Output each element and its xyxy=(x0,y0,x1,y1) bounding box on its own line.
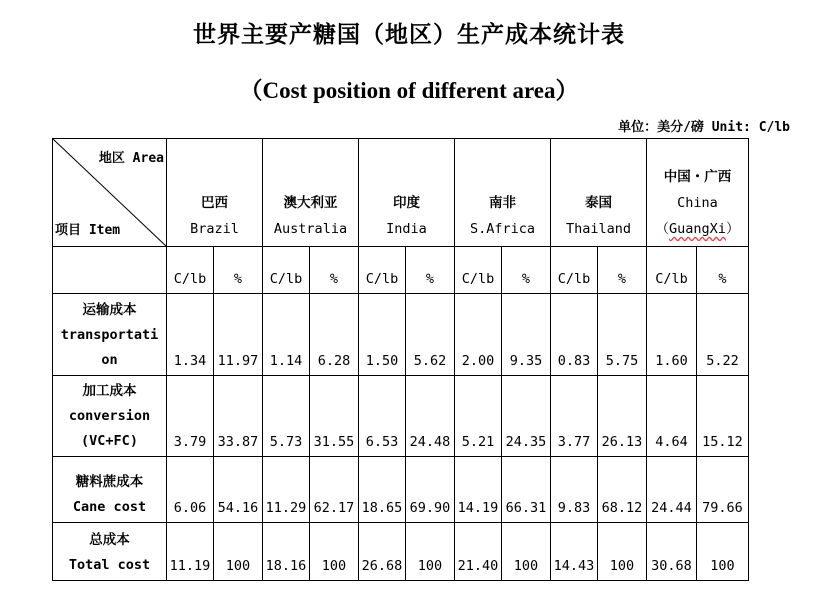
cost-table xyxy=(52,138,749,581)
area-header-south-africa xyxy=(455,139,551,247)
table-cell: 100 xyxy=(598,523,647,581)
paren-close: ） xyxy=(725,221,740,237)
area-en: Brazil xyxy=(190,221,239,237)
table-cell: 79.66 xyxy=(697,457,749,523)
row-label xyxy=(53,523,167,581)
table-cell: 30.68 xyxy=(647,523,697,581)
area-cn: 中国・广西 xyxy=(663,169,732,185)
area-header-brazil xyxy=(167,139,263,247)
table-cell: 33.87 xyxy=(214,376,263,457)
page-title-cn: 世界主要产糖国（地区）生产成本统计表 xyxy=(193,22,625,48)
unit-pct-cell: % xyxy=(502,247,551,294)
table-cell: 14.19 xyxy=(455,457,502,523)
area-en: S.Africa xyxy=(469,221,536,237)
table-cell: 4.64 xyxy=(647,376,697,457)
table-row-conversion xyxy=(53,376,749,457)
table-cell: 1.50 xyxy=(359,294,406,376)
table-cell: 1.34 xyxy=(167,294,214,376)
row-label-en: conversion xyxy=(68,408,151,424)
area-header-india xyxy=(359,139,455,247)
table-row-transport xyxy=(53,294,749,376)
table-cell: 3.79 xyxy=(167,376,214,457)
area-cn: 印度 xyxy=(393,195,420,211)
table-cell: 0.83 xyxy=(551,294,598,376)
unit-c-cell: C/lb xyxy=(359,247,406,294)
table-cell: 5.62 xyxy=(406,294,455,376)
area-header-thailand xyxy=(551,139,647,247)
area-en: India xyxy=(386,221,427,237)
page-title-en: （Cost position of different area） xyxy=(239,78,579,103)
row-label-cn: 糖料蔗成本 xyxy=(75,474,144,490)
unit-pct-cell: % xyxy=(598,247,647,294)
table-cell: 26.68 xyxy=(359,523,406,581)
table-cell: 14.43 xyxy=(551,523,598,581)
row-label xyxy=(53,457,167,523)
area-en: Australia xyxy=(273,221,348,237)
table-cell: 9.35 xyxy=(502,294,551,376)
area-cn: 巴西 xyxy=(201,195,228,211)
table-cell: 6.28 xyxy=(310,294,359,376)
table-row-total-cost xyxy=(53,523,749,581)
table-cell: 100 xyxy=(310,523,359,581)
table-cell: 11.97 xyxy=(214,294,263,376)
table-cell: 100 xyxy=(697,523,749,581)
table-cell: 68.12 xyxy=(598,457,647,523)
unit-c-cell: C/lb xyxy=(263,247,310,294)
corner-item-label: 项目 Item xyxy=(55,223,121,238)
row-label-en2: (VC+FC) xyxy=(81,433,138,449)
guangxi-text: GuangXi xyxy=(669,221,726,237)
table-cell: 1.14 xyxy=(263,294,310,376)
table-cell: 11.19 xyxy=(167,523,214,581)
table-cell: 9.83 xyxy=(551,457,598,523)
table-cell: 15.12 xyxy=(697,376,749,457)
table-cell: 3.77 xyxy=(551,376,598,457)
unit-c-cell: C/lb xyxy=(455,247,502,294)
table-cell: 18.65 xyxy=(359,457,406,523)
table-cell: 100 xyxy=(214,523,263,581)
table-cell: 62.17 xyxy=(310,457,359,523)
row-label-en: transportati xyxy=(60,327,159,343)
corner-cell xyxy=(53,139,167,247)
unit-pct-cell: % xyxy=(310,247,359,294)
table-cell: 6.06 xyxy=(167,457,214,523)
area-header-australia xyxy=(263,139,359,247)
row-label-en: Total cost xyxy=(68,557,151,573)
paren-open: （ xyxy=(655,221,670,237)
table-cell: 100 xyxy=(502,523,551,581)
table-cell: 54.16 xyxy=(214,457,263,523)
area-cn: 泰国 xyxy=(585,195,612,211)
row-label-cn: 加工成本 xyxy=(82,383,137,399)
unit-pct-cell: % xyxy=(406,247,455,294)
table-cell: 2.00 xyxy=(455,294,502,376)
area-en: China xyxy=(677,195,718,211)
row-label-cn: 总成本 xyxy=(89,532,130,548)
table-cell: 24.48 xyxy=(406,376,455,457)
area-en: Thailand xyxy=(565,221,632,237)
row-label-en2: on xyxy=(101,352,118,368)
table-cell: 26.13 xyxy=(598,376,647,457)
row-label-cn: 运输成本 xyxy=(82,302,137,318)
unit-pct-cell: % xyxy=(697,247,749,294)
table-cell: 24.44 xyxy=(647,457,697,523)
unit-row-blank xyxy=(53,247,167,294)
table-cell: 11.29 xyxy=(263,457,310,523)
table-row-cane-cost xyxy=(53,457,749,523)
area-en-sub xyxy=(647,216,748,242)
unit-c-cell: C/lb xyxy=(647,247,697,294)
row-label-en: Cane cost xyxy=(72,499,147,515)
unit-label: 单位：美分/磅 Unit: C/lb xyxy=(618,120,790,135)
table-cell: 21.40 xyxy=(455,523,502,581)
unit-c-cell: C/lb xyxy=(551,247,598,294)
unit-c-cell: C/lb xyxy=(167,247,214,294)
corner-area-label: 地区 Area xyxy=(98,151,164,166)
area-header-china-guangxi xyxy=(647,139,749,247)
area-cn: 南非 xyxy=(489,195,516,211)
table-cell: 100 xyxy=(406,523,455,581)
table-cell: 18.16 xyxy=(263,523,310,581)
table-cell: 5.75 xyxy=(598,294,647,376)
row-label xyxy=(53,376,167,457)
table-cell: 5.21 xyxy=(455,376,502,457)
table-cell: 31.55 xyxy=(310,376,359,457)
area-cn: 澳大利亚 xyxy=(283,195,338,211)
table-cell: 66.31 xyxy=(502,457,551,523)
table-cell: 69.90 xyxy=(406,457,455,523)
table-cell: 24.35 xyxy=(502,376,551,457)
table-cell: 1.60 xyxy=(647,294,697,376)
table-cell: 6.53 xyxy=(359,376,406,457)
table-cell: 5.73 xyxy=(263,376,310,457)
unit-pct-cell: % xyxy=(214,247,263,294)
row-label xyxy=(53,294,167,376)
table-cell: 5.22 xyxy=(697,294,749,376)
